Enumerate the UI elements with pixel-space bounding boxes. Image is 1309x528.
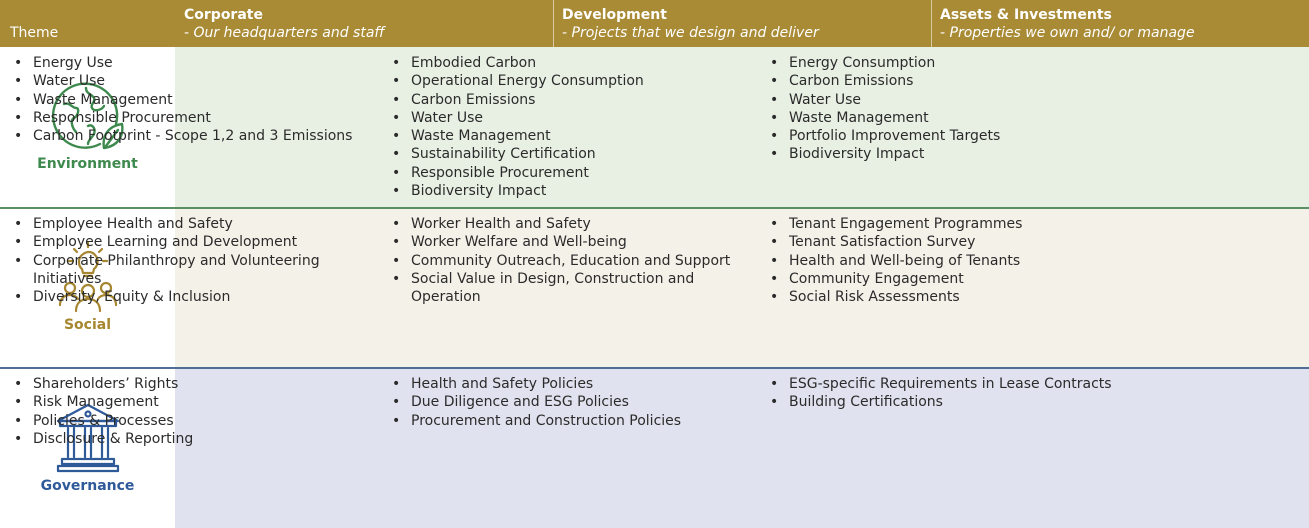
list-item: • Worker Welfare and Well-being <box>388 233 753 251</box>
header-corporate-subtitle: - Our headquarters and staff <box>184 25 385 41</box>
list-item: • Energy Use <box>10 54 375 72</box>
list-item: • Building Certifications <box>766 393 1131 411</box>
list-item: • Carbon Emissions <box>766 72 1131 90</box>
theme-label-governance: Governance <box>40 478 135 494</box>
list-item: • Health and Safety Policies <box>388 375 753 393</box>
list-item: • Sustainability Certification <box>388 145 753 163</box>
header-corporate <box>175 0 553 47</box>
list-item: • Energy Consumption <box>766 54 1131 72</box>
list-item: • Responsible Procurement <box>10 109 375 127</box>
header-theme <box>0 0 175 47</box>
list-item: • Biodiversity Impact <box>388 182 753 200</box>
list-item: • Embodied Carbon <box>388 54 753 72</box>
list-item: • Biodiversity Impact <box>766 145 1131 163</box>
list-item: • Employee Health and Safety <box>10 215 375 233</box>
bullet-list <box>766 54 1131 164</box>
row-divider <box>0 207 1309 209</box>
list-item: • Procurement and Construction Policies <box>388 412 753 430</box>
list-item: • Waste Management <box>766 109 1131 127</box>
list-item: • Policies & Processes <box>10 412 375 430</box>
social-development-list <box>388 215 753 306</box>
list-item: • Water Use <box>766 91 1131 109</box>
list-item: • Operational Energy Consumption <box>388 72 753 90</box>
bullet-list <box>10 54 375 145</box>
row-governance <box>0 368 1309 528</box>
list-item: • Social Risk Assessments <box>766 288 1131 306</box>
header-corporate-title: Corporate <box>184 7 263 23</box>
list-item: • Disclosure & Reporting <box>10 430 375 448</box>
row-environment <box>0 47 1309 208</box>
header-assets <box>931 0 1309 47</box>
theme-label-social: Social <box>63 317 112 333</box>
environment-development-list <box>388 54 753 200</box>
header-development-subtitle: - Projects that we design and deliver <box>562 25 819 41</box>
header-assets-subtitle: - Properties we own and/ or manage <box>940 25 1195 41</box>
header-development-title: Development <box>562 7 667 23</box>
list-item: • Community Outreach, Education and Support <box>388 252 753 270</box>
list-item: • Community Engagement <box>766 270 1131 288</box>
table-header <box>0 0 1309 47</box>
list-item: • Carbon Footprint - Scope 1,2 and 3 Emissions <box>10 127 375 145</box>
list-item: • Shareholders’ Rights <box>10 375 375 393</box>
list-item: • Responsible Procurement <box>388 164 753 182</box>
governance-development-list <box>388 375 753 430</box>
bullet-list <box>766 375 1131 412</box>
header-assets-title: Assets & Investments <box>940 7 1112 23</box>
list-item: • Water Use <box>388 109 753 127</box>
bullet-list <box>766 215 1131 306</box>
list-item: • Portfolio Improvement Targets <box>766 127 1131 145</box>
list-item: • Tenant Engagement Programmes <box>766 215 1131 233</box>
list-item: • Worker Health and Safety <box>388 215 753 233</box>
list-item: • Waste Management <box>388 127 753 145</box>
list-item: • Risk Management <box>10 393 375 411</box>
environment-assets-list <box>766 54 1131 164</box>
list-item: • Corporate Philanthropy and Volunteering Initiatives <box>10 252 375 289</box>
list-item: • Tenant Satisfaction Survey <box>766 233 1131 251</box>
governance-corporate-list <box>10 375 375 448</box>
list-item: • Waste Management <box>10 91 375 109</box>
list-item: • Employee Learning and Development <box>10 233 375 251</box>
social-assets-list <box>766 215 1131 306</box>
bullet-list <box>388 54 753 200</box>
header-development <box>553 0 931 47</box>
bullet-list <box>10 375 375 448</box>
list-item: • Health and Well-being of Tenants <box>766 252 1131 270</box>
bullet-list <box>388 215 753 306</box>
row-divider <box>0 367 1309 369</box>
theme-label-environment: Environment <box>37 156 138 172</box>
list-item: • Water Use <box>10 72 375 90</box>
list-item: • Carbon Emissions <box>388 91 753 109</box>
social-corporate-list <box>10 215 375 306</box>
header-theme-label: Theme <box>10 25 59 41</box>
list-item: • Social Value in Design, Construction and Operation <box>388 270 753 307</box>
governance-assets-list <box>766 375 1131 412</box>
bullet-list <box>388 375 753 430</box>
environment-corporate-list <box>10 54 375 145</box>
list-item: • Due Diligence and ESG Policies <box>388 393 753 411</box>
list-item: • Diversity, Equity & Inclusion <box>10 288 375 306</box>
bullet-list <box>10 215 375 306</box>
row-social <box>0 208 1309 368</box>
list-item: • ESG-specific Requirements in Lease Contracts <box>766 375 1131 393</box>
